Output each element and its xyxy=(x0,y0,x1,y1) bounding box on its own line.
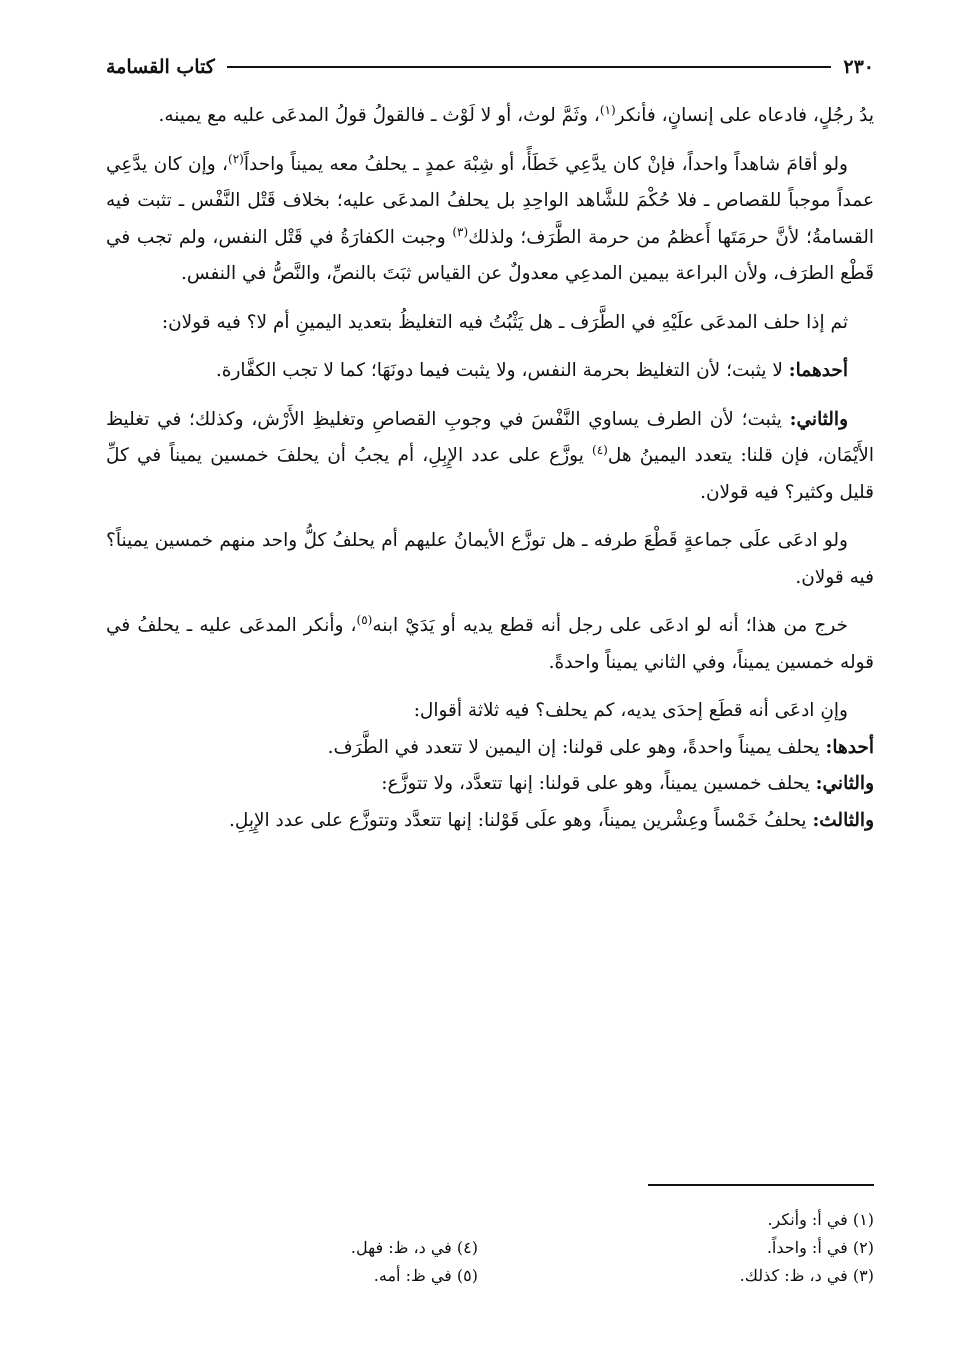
paragraph-7 xyxy=(106,608,874,681)
opinion-3 xyxy=(106,803,874,840)
opinion-2 xyxy=(106,766,874,803)
paragraph-1 xyxy=(106,98,874,135)
footnote-5: (٥) في ظ: أمه. xyxy=(373,1266,478,1285)
document-page xyxy=(106,0,874,1362)
paragraph-2-text-b: ، وإن كان يدَّعِي عمداً موجباً للقصاص ـ فلا حُكْمَ للشَّاهد الواحِدِ بل يحلفُ المدعَى عليه؛ بخلاف قَتْل النَّفْس ـ تثبت فيه القسامةُ؛ لأنَّ حرمَتَها أَعظمُ من حرمة الطَّرَف؛ ولذلك xyxy=(106,153,874,248)
opinion-1-lead: أحدها: xyxy=(825,736,874,758)
paragraph-6: ولو ادعَى علَى جماعةٍ قَطْعَ طرفه ـ هل توزَّع الأيمانُ عليهم أم يحلفُ كلُّ واحد منهم خمسين يميناً؟ فيه قولان. xyxy=(106,530,874,588)
paragraph-7-text-a: خرج من هذا؛ أنه لو ادعَى على رجل أنه قطع يديه أو يَدَيْ ابنه xyxy=(372,615,848,636)
footnote-rule xyxy=(648,1184,874,1186)
footnote-ref-4: (٤) xyxy=(592,442,608,457)
footnote-3: (٣) في د، ظ: كذلك. xyxy=(739,1266,874,1285)
paragraph-2-text-a: ولو أقامَ شاهداً واحداً، فإنْ كان يدَّعِي خَطَأً، أو شِبْهَ عمدٍ ـ يحلفُ معه يميناً واحداً xyxy=(243,153,848,175)
paragraph-4 xyxy=(106,353,874,390)
opinion-1-text: يحلف يميناً واحدةً، وهو على قولنا: إن اليمين لا تتعدد في الطَّرَف. xyxy=(327,736,826,758)
paragraph-2-text-c: وجبت الكفارَةُ في قَتْل النفس، ولم تجب في قَطْع الطرَف، ولأن البراعة بيمين المدعِي معدولٌ عن القياس ثبَتَ بالنصِّ، والنَّصُّ في النفس. xyxy=(106,226,874,284)
header-rule xyxy=(227,66,832,68)
running-title: كتاب القسامة xyxy=(106,56,215,78)
page-number: ٢٣٠ xyxy=(843,56,874,78)
footnote-ref-5: (٥) xyxy=(356,612,373,627)
footnote-1: (١) في أ: وأنكر. xyxy=(767,1210,874,1229)
paragraph-5-lead: والثاني: xyxy=(789,408,848,430)
paragraph-8: وإنِ ادعَى أنه قطَع إحدَى يديه، كم يحلف؟ فيه ثلاثة أقوال: xyxy=(413,700,848,721)
footnote-ref-2: (٢) xyxy=(228,151,244,166)
footnote-ref-1: (١) xyxy=(599,102,616,117)
paragraph-5 xyxy=(106,402,874,512)
opinion-2-text: يحلف خمسين يميناً، وهو على قولنا: إنها تتعدَّد، ولا تتوزَّع: xyxy=(381,773,816,794)
main-text xyxy=(106,98,874,839)
paragraph-7-text-b: ، وأنكر المدعَى عليه ـ يحلفُ في قوله خمسين يميناً، وفي الثاني يميناً واحدةً. xyxy=(106,615,874,673)
footnote-2: (٢) في أ: واحداً. xyxy=(766,1238,874,1257)
opinion-2-lead: والثاني: xyxy=(815,773,874,794)
paragraph-5-text-a: يثبت؛ لأن الطرف يساوي النَّفْسَ في وجوبِ القصاصِ وتغليظِ الأَرْش، وكذلك؛ في تغليظ الأَيْمَان، فإن قلنا: يتعدد اليمينُ هل xyxy=(106,408,874,466)
page-header xyxy=(106,50,874,84)
footnotes-left-column xyxy=(351,1234,478,1290)
footnote-4: (٤) في د، ظ: فهل. xyxy=(350,1238,478,1257)
paragraph-2 xyxy=(106,147,874,293)
paragraph-4-lead: أحدهما: xyxy=(788,360,848,381)
paragraph-1-text-b: ، وثَمَّ لوث، أو لا لَوْث ـ فالقولُ قولُ المدعَى عليه مع يمينه. xyxy=(158,105,600,126)
paragraph-1-text-a: يدُ رجُلٍ، فادعاه على إنسانٍ، فأنكر xyxy=(615,105,874,126)
footnotes-right-column xyxy=(740,1206,874,1290)
opinion-3-lead: والثالث: xyxy=(812,809,874,831)
paragraph-5-text-b: يوزَّع على عدد الإِبِلِ، أم يجبُ أن يحلفَ خمسين يميناً في كلِّ قليل وكثير؟ فيه قولان. xyxy=(106,445,874,503)
paragraph-3: ثم إذا حلف المدعَى علَيْهِ في الطَّرَف ـ هل يَثْبُتُ فيه التغليظُ بتعديد اليمينِ أم لا؟ فيه قولان: xyxy=(161,311,848,333)
paragraph-4-text: لا يثبت؛ لأن التغليظ بحرمة النفس، ولا يثبت فيما دونَهَا؛ كما لا تجب الكفَّارة. xyxy=(215,360,789,381)
footnote-ref-3: (٣) xyxy=(452,224,469,239)
opinion-3-text: يحلفُ خَمْساً وعِشْرين يميناً، وهو علَى قَوْلنا: إنها تتعدَّد وتتوزَّع على عدد الإِبِلِ. xyxy=(228,809,813,831)
opinion-1 xyxy=(106,730,874,767)
